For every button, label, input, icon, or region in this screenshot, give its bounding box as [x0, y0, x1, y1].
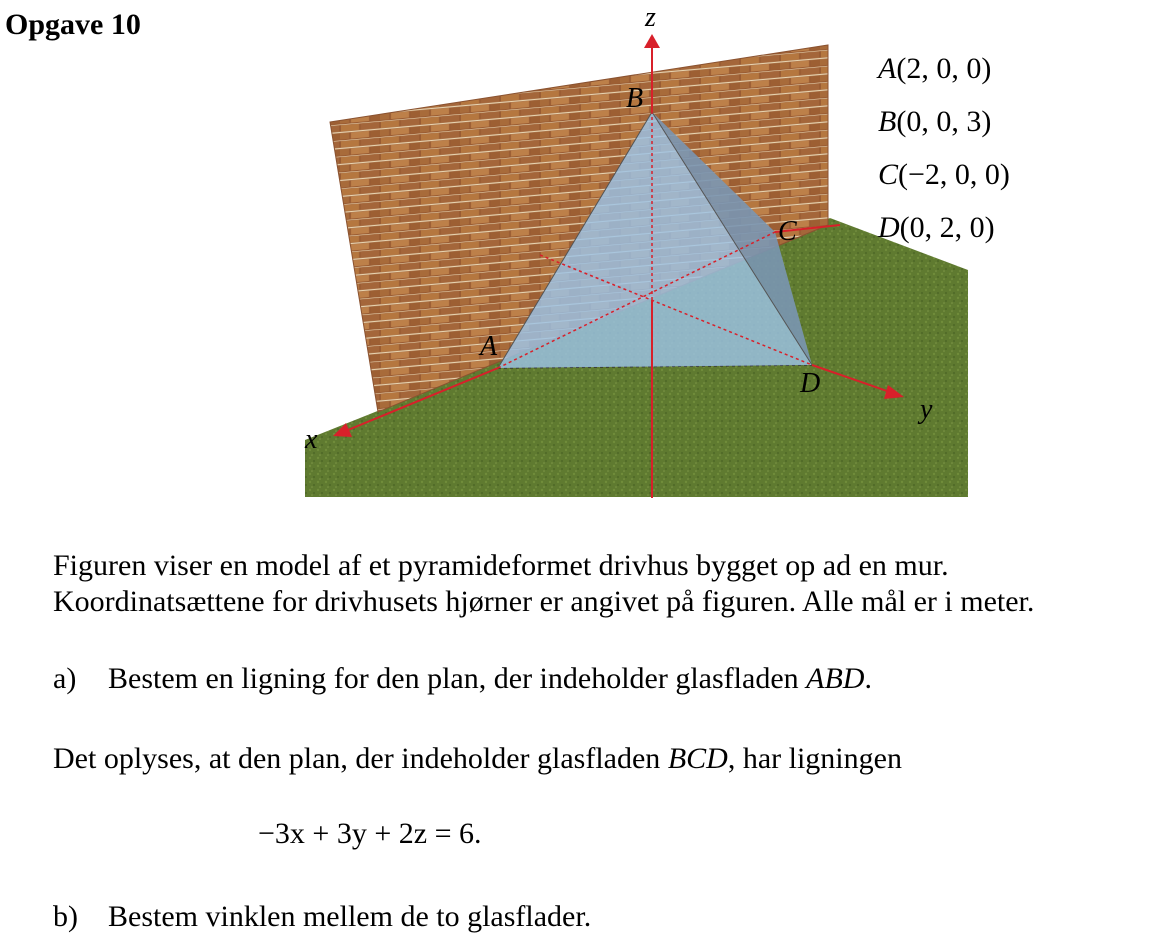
- vertex-label-d: D: [800, 368, 821, 399]
- axis-label-x: x: [305, 424, 318, 455]
- intro-line-1: Figuren viser en model af et pyramideformet drivhus bygget op ad en mur.: [53, 549, 949, 582]
- question-b-label: b): [53, 900, 78, 933]
- vertex-coordinates-list: [878, 42, 1010, 254]
- face-abd: ABD: [806, 662, 865, 695]
- z-arrow-icon: [644, 34, 660, 48]
- vertex-label-b: B: [626, 83, 644, 114]
- question-b: [53, 900, 591, 934]
- vertex-label-c: C: [778, 216, 797, 247]
- question-b-text: Bestem vinklen mellem de to glasflader.: [108, 900, 592, 933]
- vertex-a-coords: A(2, 0, 0): [878, 52, 992, 85]
- given-statement: Det oplyses, at den plan, der indeholder glasfladen BCD, har ligningen: [53, 742, 902, 775]
- question-a: a) Bestem en ligning for den plan, der indeholder glasfladen ABD.: [53, 662, 872, 695]
- vertex-d-coords: D(0, 2, 0): [878, 211, 995, 244]
- vertex-b-coords: B(0, 0, 3): [878, 105, 992, 138]
- plane-equation: −3x + 3y + 2z = 6.: [258, 817, 482, 850]
- face-bcd: BCD: [667, 742, 728, 775]
- vertex-c-coords: C(−2, 0, 0): [878, 158, 1010, 191]
- question-a-label: a): [53, 662, 77, 695]
- axis-label-y: y: [920, 394, 933, 425]
- vertex-label-a: A: [480, 331, 498, 362]
- intro-paragraph: [53, 548, 1034, 620]
- exercise-heading: Opgave 10: [5, 8, 141, 41]
- intro-line-2: Koordinatsættene for drivhusets hjørner er angivet på figuren. Alle mål er i meter.: [53, 585, 1035, 618]
- axis-label-z: z: [645, 2, 656, 33]
- question-a-text: Bestem en ligning for den plan, der indeholder glasfladen: [108, 662, 807, 695]
